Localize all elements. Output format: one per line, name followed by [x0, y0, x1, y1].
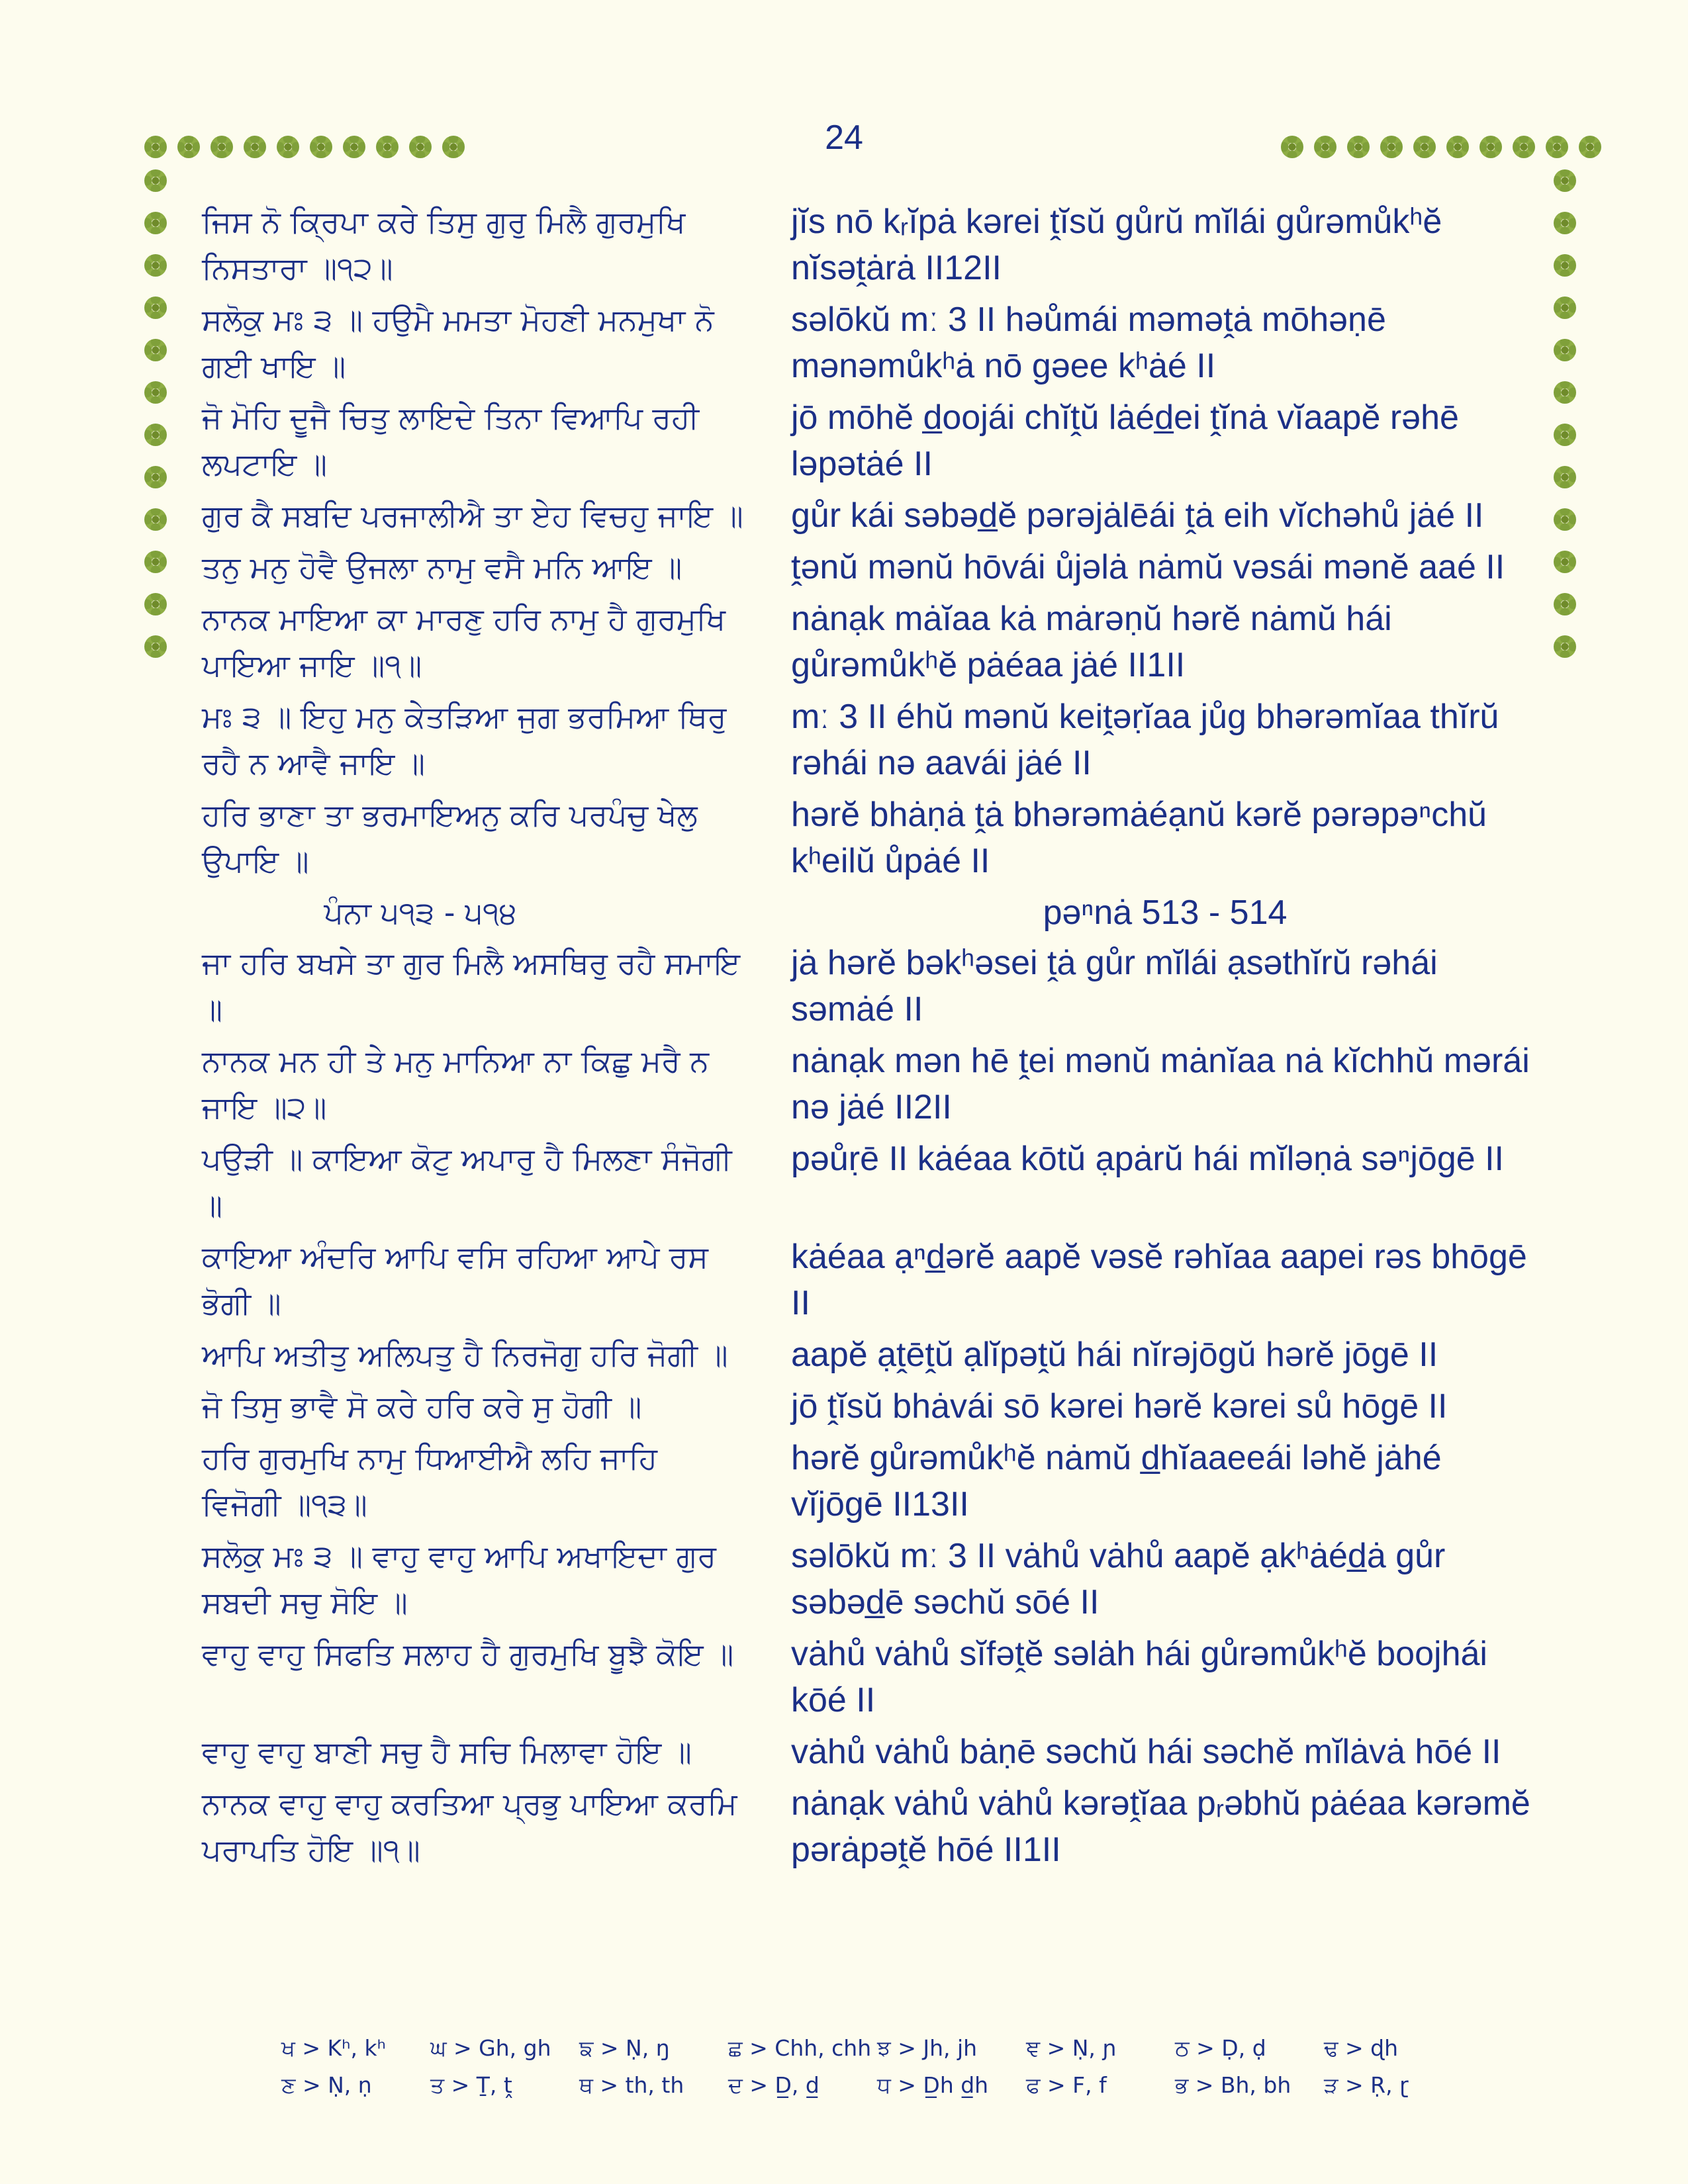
flower-icon [144, 635, 167, 658]
transliteration-text: səlōkŭ mː 3 II həůmái məməṱȧ mōhəṇē mənəmůkʰȧ nō gəee kʰȧé II [791, 300, 1386, 385]
transliteration-text: jĭs nō kᵣĭpȧ kərei ṱĭsŭ gůrŭ mĭlái gůrəmůkʰĕ nĭsəṱȧrȧ II12II [791, 203, 1442, 287]
verse-row [202, 394, 1539, 487]
legend-item: ਙ > Ṇ, ŋ [579, 2035, 670, 2061]
flower-icon [144, 136, 167, 158]
flower-icon [310, 136, 332, 158]
legend-item: ਞ > Ṇ, ɲ [1026, 2035, 1117, 2061]
flower-icon [1413, 136, 1436, 158]
transliteration-text: pəůṛē II kȧéaa kōtŭ ạpȧrŭ hái mĭləṇȧ səⁿjōgē II [791, 1140, 1504, 1178]
flower-icon [376, 136, 399, 158]
flower-icon [1281, 136, 1303, 158]
flower-icon [277, 136, 299, 158]
verse-row [202, 1780, 1539, 1873]
verse-row [202, 694, 1539, 786]
gurmukhi-text: ਤਨੁ ਮਨੁ ਹੋਵੈ ਉਜਲਾ ਨਾਮੁ ਵਸੈ ਮਨਿ ਆਇ ॥ [202, 549, 682, 585]
gurmukhi-text: ਨਾਨਕ ਮਾਇਆ ਕਾ ਮਾਰਣੁ ਹਰਿ ਨਾਮੁ ਹੈ ਗੁਰਮੁਖਿ ਪਾਇਆ ਜਾਇ ॥੧॥ [202, 601, 726, 683]
gurmukhi-text: ਜੋ ਮੋਹਿ ਦੂਜੈ ਚਿਤੁ ਲਾਇਦੇ ਤਿਨਾ ਵਿਆਪਿ ਰਹੀ ਲਪਟਾਇ ॥ [202, 400, 700, 482]
gurmukhi-text: ਨਾਨਕ ਵਾਹੁ ਵਾਹੁ ਕਰਤਿਆ ਪ੍ਰਭੁ ਪਾਇਆ ਕਰਮਿ ਪਰਾਪਤਿ ਹੋਇ ॥੧॥ [202, 1786, 737, 1868]
transliteration-text: vȧhů vȧhů sĭfəṱĕ səlȧh hái gůrəmůkʰĕ boojhái kōé II [791, 1635, 1487, 1719]
flower-icon [1554, 466, 1576, 488]
legend-item: ਠ > Ḍ, ḍ [1175, 2035, 1266, 2061]
legend-item: ਭ > Bh, bh [1175, 2072, 1291, 2098]
verse-row [202, 1533, 1539, 1625]
gurmukhi-text: ਨਾਨਕ ਮਨ ਹੀ ਤੇ ਮਨੁ ਮਾਨਿਆ ਨਾ ਕਿਛੁ ਮਰੈ ਨ ਜਾਇ ॥੨॥ [202, 1043, 710, 1125]
flower-icon [1554, 551, 1576, 573]
page-reference-translit: pəⁿnȧ 513 - 514 [1043, 893, 1288, 932]
flower-icon [144, 169, 167, 192]
flower-icon [1554, 254, 1576, 277]
transliteration-text: jō mōhĕ d̲oojái chĭṱŭ lȧéd̲ei ṱĭnȧ vĭaapĕ rəhē ləpətȧé II [791, 398, 1459, 483]
left-flower-border [144, 169, 167, 678]
transliteration-text: vȧhů vȧhů bȧṇē səchŭ hái səchĕ mĭlȧvȧ hōé II [791, 1733, 1501, 1771]
legend-item: ਧ > D̲h d̲h [877, 2072, 989, 2098]
flower-icon [1554, 381, 1576, 404]
verse-row [202, 1038, 1539, 1130]
flower-icon [1554, 635, 1576, 658]
flower-icon [1579, 136, 1601, 158]
legend-item: ਤ > Ṯ, ṱ [430, 2072, 512, 2098]
legend-item: ਖ > Kʰ, kʰ [281, 2035, 386, 2061]
legend-item: ਣ > Ṇ, ṇ [281, 2072, 372, 2098]
flower-icon [144, 381, 167, 404]
gurmukhi-text: ਵਾਹੁ ਵਾਹੁ ਬਾਣੀ ਸਚੁ ਹੈ ਸਚਿ ਮਿਲਾਵਾ ਹੋਇ ॥ [202, 1734, 692, 1770]
legend-row [281, 2035, 1473, 2072]
verse-row [202, 1435, 1539, 1527]
flower-icon [177, 136, 200, 158]
flower-icon [1347, 136, 1370, 158]
flower-icon [244, 136, 266, 158]
legend-item: ਦ > D̲, d̲ [728, 2072, 820, 2098]
verse-row [202, 1136, 1539, 1228]
verse-table [202, 199, 1539, 1878]
flower-icon [1554, 169, 1576, 192]
flower-icon [1554, 593, 1576, 615]
flower-icon [144, 254, 167, 277]
gurmukhi-text: ਜਿਸ ਨੋ ਕ੍ਰਿਪਾ ਕਰੇ ਤਿਸੁ ਗੁਰੁ ਮਿਲੈ ਗੁਰਮੁਖਿ ਨਿਸਤਾਰਾ ॥੧੨॥ [202, 204, 686, 286]
verse-row [202, 940, 1539, 1032]
gurmukhi-text: ਕਾਇਆ ਅੰਦਰਿ ਆਪਿ ਵਸਿ ਰਹਿਆ ਆਪੇ ਰਸ ਭੋਗੀ ॥ [202, 1239, 708, 1321]
verse-row [202, 1729, 1539, 1775]
gurmukhi-text: ਸਲੋਕੁ ਮਃ ੩ ॥ ਵਾਹੁ ਵਾਹੁ ਆਪਿ ਅਖਾਇਦਾ ਗੁਰ ਸਬਦੀ ਸਚੁ ਸੋਇ ॥ [202, 1538, 717, 1620]
transliteration-legend [281, 2035, 1473, 2109]
flower-icon [1513, 136, 1535, 158]
flower-icon [1314, 136, 1336, 158]
verse-row [202, 792, 1539, 884]
verse-row [202, 296, 1539, 389]
transliteration-text: nȧnạk mən hē ṱei mənŭ mȧnĭaa nȧ kĭchhŭ mərái nə jȧé II2II [791, 1042, 1530, 1126]
flower-icon [343, 136, 365, 158]
gurmukhi-text: ਸਲੋਕੁ ਮਃ ੩ ॥ ਹਉਮੈ ਮਮਤਾ ਮੋਹਣੀ ਮਨਮੁਖਾ ਨੋ ਗਈ ਖਾਇ ॥ [202, 302, 714, 384]
legend-item: ਝ > Jh, jh [877, 2035, 978, 2061]
legend-item: ਛ > Chh, chh [728, 2035, 872, 2061]
transliteration-text: ṱənŭ mənŭ hōvái ůjəlȧ nȧmŭ vəsái mənĕ aaé II [791, 548, 1505, 586]
transliteration-text: səlōkŭ mː 3 II vȧhů vȧhů aapĕ ạkʰȧéd̲ȧ gůr səbəd̲ē səchŭ sōé II [791, 1537, 1446, 1621]
gurmukhi-text: ਵਾਹੁ ਵਾਹੁ ਸਿਫਤਿ ਸਲਾਹ ਹੈ ਗੁਰਮੁਖਿ ਬੂਝੈ ਕੋਇ ॥ [202, 1636, 734, 1672]
flower-icon [1546, 136, 1568, 158]
flower-icon [144, 424, 167, 446]
verse-row [202, 1383, 1539, 1430]
page-reference-gurmukhi: ਪੰਨਾ ੫੧੩ - ੫੧੪ [324, 895, 517, 931]
verse-row [202, 1234, 1539, 1326]
flower-icon [144, 593, 167, 615]
transliteration-text: nȧnạk vȧhů vȧhů kərəṱĭaa pᵣəbhŭ pȧéaa kərəmĕ pərȧpəṱĕ hōé II1II [791, 1784, 1530, 1869]
flower-icon [1479, 136, 1502, 158]
transliteration-text: jȧ hərĕ bəkʰəsei ṱȧ gůr mĭlái ạsəthĭrŭ rəhái səmȧé II [791, 944, 1438, 1028]
top-right-flower-border [1281, 136, 1612, 158]
verse-row [202, 1631, 1539, 1723]
transliteration-text: aapĕ ạṱēṱŭ ạlĭpəṱŭ hái nĭrəjōgŭ hərĕ jōgē II [791, 1336, 1438, 1374]
verse-row [202, 199, 1539, 291]
gurmukhi-text: ਜਾ ਹਰਿ ਬਖਸੇ ਤਾ ਗੁਰ ਮਿਲੈ ਅਸਥਿਰੁ ਰਹੈ ਸਮਾਇ ॥ [202, 945, 741, 1027]
legend-item: ਥ > th, th [579, 2072, 684, 2098]
flower-icon [144, 551, 167, 573]
transliteration-text: nȧnạk mȧĭaa kȧ mȧrəṇŭ hərĕ nȧmŭ hái gůrəmůkʰĕ pȧéaa jȧé II1II [791, 600, 1392, 684]
right-flower-border [1554, 169, 1576, 678]
verse-row [202, 492, 1539, 539]
legend-item: ਢ > ɖh [1324, 2035, 1399, 2061]
legend-item: ੜ > Ṛ, ɽ [1324, 2072, 1409, 2098]
flower-icon [1554, 508, 1576, 531]
transliteration-text: gůr kái səbəd̲ĕ pərəjȧlēái ṱȧ eih vĭchəhů jȧé II [791, 496, 1484, 535]
verse-row [202, 1332, 1539, 1378]
gurmukhi-text: ਜੋ ਤਿਸੁ ਭਾਵੈ ਸੋ ਕਰੇ ਹਰਿ ਕਰੇ ਸੁ ਹੋਗੀ ॥ [202, 1388, 642, 1424]
transliteration-text: hərĕ gůrəmůkʰĕ nȧmŭ d̲hĭaaeeái ləhĕ jȧhé vĭjōgē II13II [791, 1439, 1442, 1524]
gurmukhi-text: ਹਰਿ ਗੁਰਮੁਖਿ ਨਾਮੁ ਧਿਆਈਐ ਲਹਿ ਜਾਹਿ ਵਿਜੋਗੀ ॥੧੩॥ [202, 1440, 657, 1522]
flower-icon [211, 136, 233, 158]
legend-row [281, 2072, 1473, 2109]
legend-item: ਫ > F, f [1026, 2072, 1107, 2098]
transliteration-text: jō ṱĭsŭ bhȧvái sō kərei hərĕ kərei sů hōgē II [791, 1387, 1448, 1426]
flower-icon [144, 212, 167, 234]
gurmukhi-text: ਪਉੜੀ ॥ ਕਾਇਆ ਕੋਟੁ ਅਪਾਰੁ ਹੈ ਮਿਲਣਾ ਸੰਜੋਗੀ ॥ [202, 1141, 732, 1223]
gurmukhi-text: ਮਃ ੩ ॥ ਇਹੁ ਮਨੁ ਕੇਤੜਿਆ ਜੁਗ ਭਰਮਿਆ ਥਿਰੁ ਰਹੈ ਨ ਆਵੈ ਜਾਇ ॥ [202, 699, 727, 781]
flower-icon [144, 508, 167, 531]
top-left-flower-border [144, 136, 475, 158]
flower-icon [1446, 136, 1469, 158]
legend-item: ਘ > Gh, gh [430, 2035, 551, 2061]
transliteration-text: hərĕ bhȧṇȧ ṱȧ bhərəmȧéạnŭ kərĕ pərəpəⁿchŭ kʰeilŭ ůpȧé II [791, 796, 1487, 880]
flower-icon [144, 339, 167, 361]
flower-icon [442, 136, 465, 158]
page-number: 24 [825, 118, 863, 157]
transliteration-text: mː 3 II éhŭ mənŭ keiṱəṛĭaa jůg bhərəmĭaa thĭrŭ rəhái nə aavái jȧé II [791, 698, 1499, 782]
flower-icon [1554, 212, 1576, 234]
verse-row [202, 596, 1539, 688]
flower-icon [144, 296, 167, 319]
gurmukhi-text: ਹਰਿ ਭਾਣਾ ਤਾ ਭਰਮਾਇਅਨੁ ਕਰਿ ਪਰਪੰਚੁ ਖੇਲੁ ਉਪਾਇ ॥ [202, 797, 698, 879]
flower-icon [1554, 296, 1576, 319]
flower-icon [144, 466, 167, 488]
transliteration-text: kȧéaa ạⁿd̲ərĕ aapĕ vəsĕ rəhĭaa aapei rəs bhōgē II [791, 1238, 1527, 1322]
flower-icon [1380, 136, 1403, 158]
gurmukhi-text: ਆਪਿ ਅਤੀਤੁ ਅਲਿਪਤੁ ਹੈ ਨਿਰਜੋਗੁ ਹਰਿ ਜੋਗੀ ॥ [202, 1337, 728, 1373]
gurmukhi-text: ਗੁਰ ਕੈ ਸਬਦਿ ਪਰਜਾਲੀਐ ਤਾ ਏਹ ਵਿਚਹੁ ਜਾਇ ॥ [202, 498, 743, 533]
flower-icon [1554, 424, 1576, 446]
page-reference-row [202, 889, 1539, 936]
flower-icon [409, 136, 432, 158]
flower-icon [1554, 339, 1576, 361]
verse-row [202, 544, 1539, 590]
